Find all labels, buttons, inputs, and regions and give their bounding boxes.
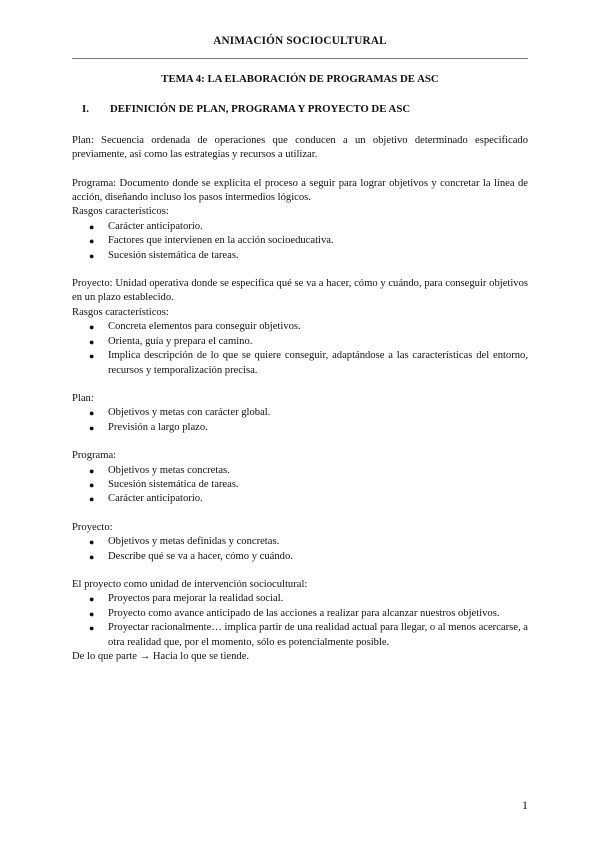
- list-item: ● Carácter anticipatorio.: [72, 220, 528, 234]
- bullet-icon: ●: [89, 236, 95, 247]
- section-number: I.: [82, 103, 89, 116]
- bullet-icon: ●: [89, 494, 95, 505]
- page-content: [72, 72, 528, 664]
- bullet-icon: ●: [89, 608, 95, 619]
- list-item: ● Proyectos para mejorar la realidad social.: [72, 592, 528, 606]
- closing-line: De lo que parte → Hacia lo que se tiende.: [72, 651, 250, 662]
- header-rule: [72, 58, 528, 59]
- proyecto-traits-list: [72, 320, 528, 378]
- proyecto-list: [72, 535, 528, 564]
- unidad-label: El proyecto como unidad de intervención sociocultural:: [72, 578, 308, 590]
- running-header: ANIMACIÓN SOCIOCULTURAL: [213, 35, 387, 47]
- bullet-icon: ●: [89, 465, 95, 476]
- bullet-icon: ●: [89, 408, 95, 419]
- list-item: ● Objetivos y metas con carácter global.: [72, 406, 528, 420]
- proyecto-label: Proyecto:: [72, 521, 113, 533]
- list-item: ● Implica descripción de lo que se quiere conseguir, adaptándose a las características del entorno, recursos y temporalización precisa.: [89, 350, 528, 376]
- list-item: ● Objetivos y metas concretas.: [72, 464, 528, 478]
- plan-list: [72, 406, 528, 435]
- bullet-icon: ●: [89, 336, 95, 347]
- list-item: ● Sucesión sistemática de tareas.: [72, 478, 528, 492]
- bullet-icon: ●: [89, 537, 95, 548]
- bullet-icon: ●: [89, 221, 95, 232]
- page-number: 1: [522, 798, 528, 812]
- bullet-icon: ●: [89, 551, 95, 562]
- plan-label: Plan:: [72, 392, 94, 404]
- list-item: ● Sucesión sistemática de tareas.: [72, 249, 528, 263]
- proyecto-traits-label: Rasgos característicos:: [72, 306, 169, 318]
- list-item: ● Describe qué se va a hacer, cómo y cuándo.: [72, 550, 528, 564]
- list-item: ● Carácter anticipatorio.: [72, 492, 528, 506]
- proyecto-definition: Proyecto: Unidad operativa donde se especifica qué se va a hacer, cómo y cuándo, para conseguir objetivos en un plazo establecido.: [72, 278, 528, 304]
- list-item: ● Factores que intervienen en la acción socioeducativa.: [72, 234, 528, 248]
- unidad-list: [72, 592, 528, 650]
- section-heading: [72, 102, 528, 116]
- bullet-icon: ●: [89, 250, 95, 261]
- section-title: DEFINICIÓN DE PLAN, PROGRAMA Y PROYECTO DE ASC: [110, 103, 411, 116]
- topic-title: TEMA 4: LA ELABORACIÓN DE PROGRAMAS DE ASC: [161, 73, 439, 85]
- bullet-icon: ●: [89, 422, 95, 433]
- list-item: ● Previsión a largo plazo.: [72, 421, 528, 435]
- list-item: ● Concreta elementos para conseguir objetivos.: [72, 320, 528, 334]
- programa-traits-list: [72, 220, 528, 263]
- plan-definition: Plan: Secuencia ordenada de operaciones que conducen a un objetivo determinado especificado previamente, así como las estrategias y recursos a utilizar.: [72, 134, 528, 161]
- bullet-icon: ●: [89, 351, 95, 362]
- bullet-icon: ●: [89, 322, 95, 333]
- list-item: ● Orienta, guía y prepara el camino.: [72, 335, 528, 349]
- list-item: ● Proyectar racionalmente… implica partir de una realidad actual para llegar, o al menos acercarse, a otra realidad que, por el momento, sólo es potencialmente posible.: [89, 622, 528, 648]
- programa-traits-label: Rasgos característicos:: [72, 206, 169, 218]
- list-item: ● Proyecto como avance anticipado de las acciones a realizar para alcanzar nuestros objetivos.: [72, 607, 528, 621]
- bullet-icon: ●: [89, 479, 95, 490]
- programa-list: [72, 464, 528, 507]
- list-item: ● Objetivos y metas definidas y concretas.: [72, 535, 528, 549]
- programa-label: Programa:: [72, 450, 117, 462]
- programa-definition: Programa: Documento donde se explicita el proceso a seguir para lograr objetivos y concretar la línea de acción, diseñando incluso los pasos intermedios lógicos.: [72, 177, 528, 204]
- bullet-icon: ●: [89, 594, 95, 605]
- bullet-icon: ●: [89, 623, 95, 634]
